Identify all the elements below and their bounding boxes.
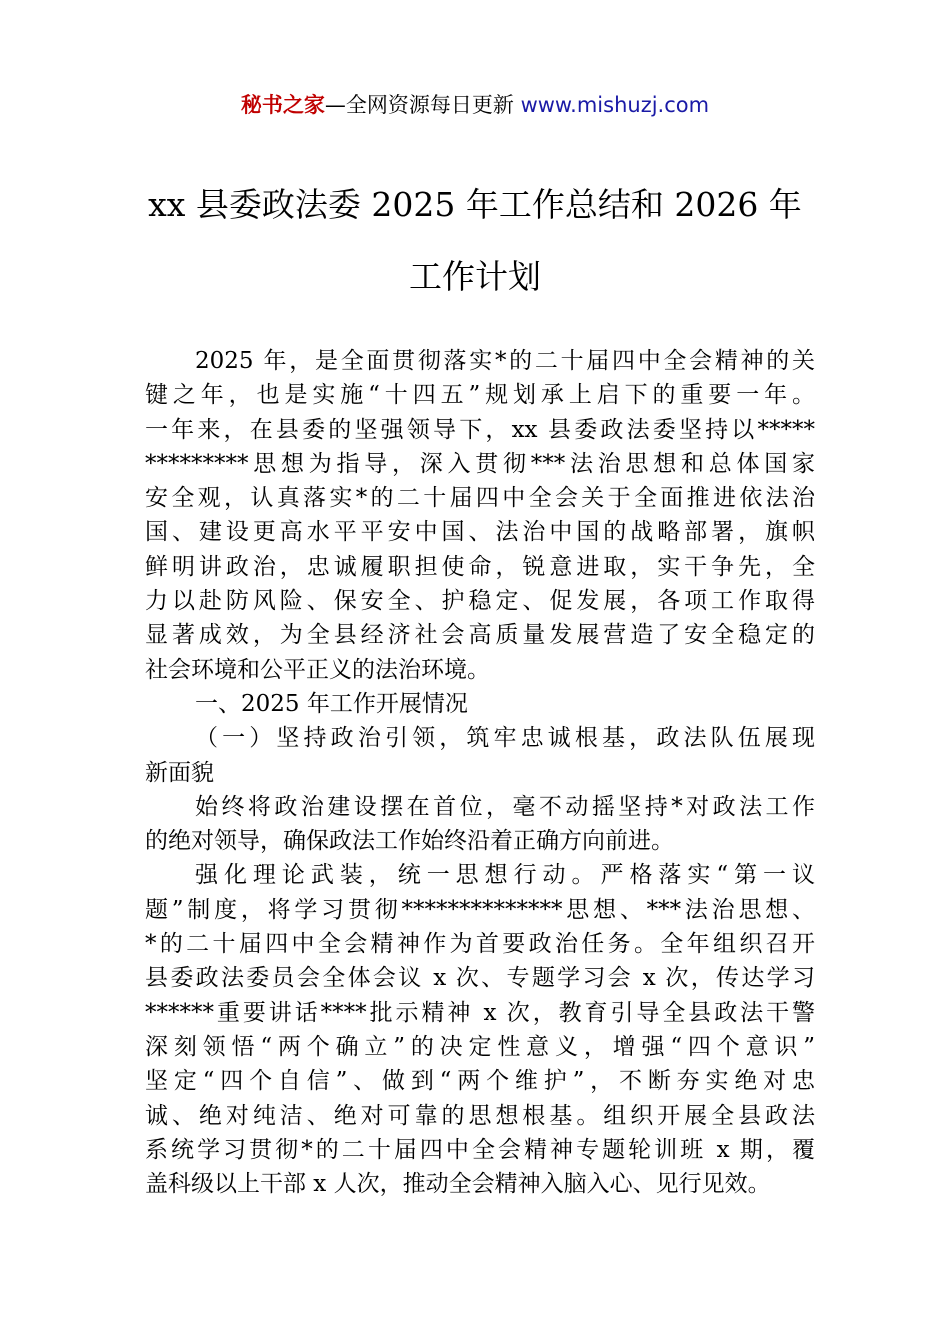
document-title-line-2: 工作计划	[409, 257, 541, 296]
text-line: 显著成效，为全县经济社会高质量发展营造了安全稳定的	[145, 622, 815, 649]
text-line: （一）坚持政治引领，筑牢忠诚根基，政法队伍展现	[195, 725, 815, 752]
paragraph-2	[145, 790, 815, 859]
paragraph-3	[145, 858, 815, 1201]
text-line: 题”制度，将学习贯彻**************思想、***法治思想、	[145, 896, 815, 923]
text-line: 2025 年，是全面贯彻落实*的二十届四中全会精神的关	[195, 348, 815, 374]
text-line: 一年来，在县委的坚强领导下，xx 县委政法委坚持以*****	[145, 416, 815, 443]
text-line: 强化理论武装，统一思想行动。严格落实“第一议	[195, 862, 815, 889]
text-line: *的二十届四中全会精神作为首要政治任务。全年组织召开	[145, 931, 815, 958]
text-line: 诚、绝对纯洁、绝对可靠的思想根基。组织开展全县政法	[145, 1102, 815, 1129]
site-tagline: —全网资源每日更新	[324, 93, 521, 117]
text-line: *********思想为指导，深入贯彻***法治思想和总体国家	[145, 450, 815, 477]
text-line: 坚定“四个自信”、做到“两个维护”，不断夯实绝对忠	[145, 1068, 815, 1095]
text-line: 键之年，也是实施“十四五”规划承上启下的重要一年。	[145, 382, 815, 409]
text-line: 鲜明讲政治，忠诚履职担使命，锐意进取，实干争先，全	[145, 553, 815, 580]
document-body	[145, 344, 815, 1201]
text-line: 的绝对领导，确保政法工作始终沿着正确方向前进。	[145, 828, 674, 855]
text-line: 新面貌	[145, 759, 214, 786]
text-line: 安全观，认真落实*的二十届四中全会关于全面推进依法治	[145, 485, 815, 512]
site-header	[0, 88, 950, 122]
site-url-link[interactable]: www.mishuzj.com	[520, 93, 710, 117]
text-line: 始终将政治建设摆在首位，毫不动摇坚持*对政法工作	[195, 793, 815, 820]
site-brand: 秘书之家	[240, 93, 325, 117]
text-line: ******重要讲话****批示精神 x 次，教育引导全县政法干警	[145, 999, 815, 1026]
text-line: 系统学习贯彻*的二十届四中全会精神专题轮训班 x 期，覆	[145, 1136, 815, 1163]
text-line: 一、2025 年工作开展情况	[195, 690, 468, 717]
text-line: 国、建设更高水平平安中国、法治中国的战略部署，旗帜	[145, 519, 815, 546]
text-line: 力以赴防风险、保安全、护稳定、促发展，各项工作取得	[145, 588, 815, 615]
text-line: 社会环境和公平正义的法治环境。	[145, 656, 490, 683]
text-line: 盖科级以上干部 x 人次，推动全会精神入脑入心、见行见效。	[145, 1171, 771, 1198]
text-line: 县委政法委员会全体会议 x 次、专题学习会 x 次，传达学习	[145, 965, 815, 992]
document-title-line-1: xx 县委政法委 2025 年工作总结和 2026 年	[148, 185, 802, 224]
text-line: 深刻领悟“两个确立”的决定性意义，增强“四个意识”	[145, 1033, 815, 1060]
section-heading-1	[145, 687, 815, 721]
subsection-heading-1	[145, 721, 815, 790]
intro-paragraph	[145, 344, 815, 687]
